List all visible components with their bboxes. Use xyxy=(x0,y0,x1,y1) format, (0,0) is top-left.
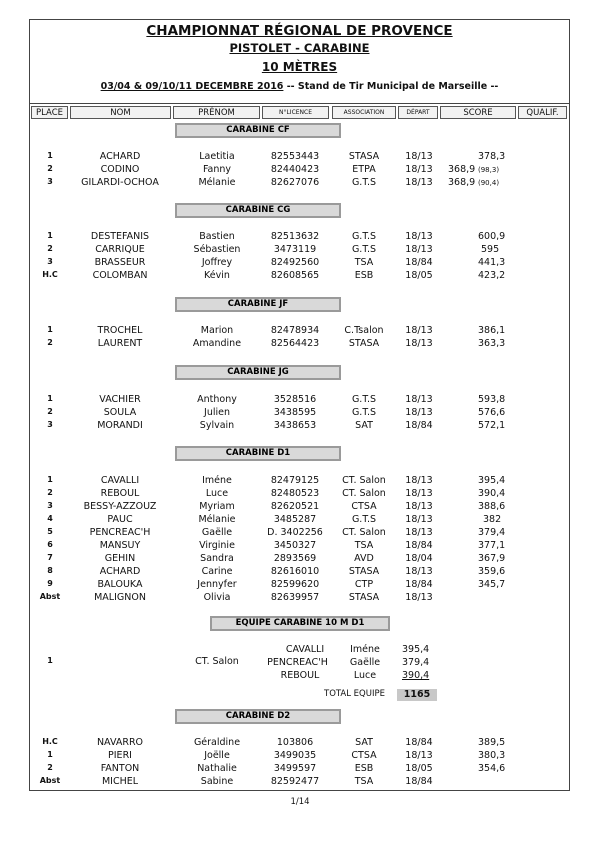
prenom-cell: Mélanie xyxy=(198,514,236,525)
licence-cell: 3438595 xyxy=(273,407,317,418)
place-cell: 1 xyxy=(47,750,53,759)
depart-cell: 18/84 xyxy=(405,257,433,268)
depart-cell: 18/84 xyxy=(405,420,433,431)
depart-cell: 18/13 xyxy=(405,177,433,188)
place-cell: 1 xyxy=(47,325,53,334)
score-cell: 378,3 xyxy=(478,151,506,162)
prenom-cell: Joëlle xyxy=(204,750,230,761)
nom-cell: CODINO xyxy=(100,164,140,175)
prenom-cell: Iméne xyxy=(202,475,232,486)
association-cell: CTSA xyxy=(351,750,377,761)
prenom-cell: Luce xyxy=(205,488,229,499)
team-total-label: TOTAL EQUIPE xyxy=(324,689,385,699)
association-cell: AVD xyxy=(354,553,374,564)
association-cell: STASA xyxy=(348,592,380,603)
score-cell: 423,2 xyxy=(478,270,506,281)
place-cell: Abst xyxy=(39,776,61,785)
nom-cell: PIERI xyxy=(108,750,132,761)
licence-cell: 82553443 xyxy=(270,151,320,162)
depart-cell: 18/13 xyxy=(405,338,433,349)
prenom-cell: Gaëlle xyxy=(201,527,233,538)
nom-cell: BESSY-AZZOUZ xyxy=(83,501,157,512)
place-cell: 8 xyxy=(47,566,53,575)
depart-cell: 18/13 xyxy=(405,164,433,175)
licence-cell: 3528516 xyxy=(273,394,317,405)
nom-cell: MALIGNON xyxy=(94,592,146,603)
team-member-nom: REBOUL xyxy=(280,670,320,681)
table-row xyxy=(30,514,569,526)
table-row xyxy=(30,776,569,788)
section-title: EQUIPE CARABINE 10 M D1 xyxy=(212,618,388,629)
col-place: PLACE xyxy=(31,106,68,119)
col-nom: NOM xyxy=(70,106,171,119)
score-cell: 363,3 xyxy=(478,338,506,349)
prenom-cell: Carine xyxy=(201,566,233,577)
place-cell: 2 xyxy=(47,407,53,416)
table-row xyxy=(30,488,569,500)
place-cell: 3 xyxy=(47,420,53,429)
prenom-cell: Joffrey xyxy=(201,257,233,268)
nom-cell: MANSUY xyxy=(99,540,141,551)
score-cell: 441,3 xyxy=(478,257,506,268)
depart-cell: 18/05 xyxy=(405,763,433,774)
score-cell: 386,1 xyxy=(478,325,506,336)
section-title: CARABINE CF xyxy=(177,125,339,136)
licence-cell: 3438653 xyxy=(273,420,317,431)
association-cell: TSA xyxy=(354,540,374,551)
table-row xyxy=(30,244,569,256)
team-total-value: 1165 xyxy=(397,689,437,701)
depart-cell: 18/13 xyxy=(405,750,433,761)
table-row xyxy=(30,177,569,189)
table-row xyxy=(30,579,569,591)
results-page xyxy=(29,19,570,791)
depart-cell: 18/05 xyxy=(405,270,433,281)
section-title: CARABINE JF xyxy=(177,299,339,310)
licence-cell: 82480523 xyxy=(270,488,320,499)
distance-label: 10 MÈTRES xyxy=(261,60,338,74)
depart-cell: 18/13 xyxy=(405,244,433,255)
licence-cell: 103806 xyxy=(276,737,314,748)
score-cell: 595 xyxy=(481,244,500,255)
page-number: 1/14 xyxy=(290,797,310,807)
nom-cell: VACHIER xyxy=(99,394,141,405)
prenom-cell: Julien xyxy=(204,407,230,418)
score-cell: 390,4 xyxy=(478,488,506,499)
place-cell: 9 xyxy=(47,579,53,588)
score-cell: 389,5 xyxy=(478,737,506,748)
score-cell xyxy=(478,164,499,175)
tiebreak-cell: (98,3) xyxy=(478,166,500,174)
prenom-cell: Anthony xyxy=(197,394,237,405)
score-cell: 380,3 xyxy=(478,750,506,761)
licence-cell: 82627076 xyxy=(270,177,320,188)
nom-cell: FANTON xyxy=(100,763,140,774)
place-cell: 1 xyxy=(47,151,53,160)
depart-cell: 18/13 xyxy=(405,394,433,405)
nom-cell: GILARDI-OCHOA xyxy=(81,177,159,188)
table-row xyxy=(30,763,569,775)
association-cell: CT. Salon xyxy=(342,527,386,538)
team-member-score: 379,4 xyxy=(402,657,430,668)
col-licence: N°LICENCE xyxy=(262,106,329,119)
licence-cell: 82440423 xyxy=(270,164,320,175)
col-prenom: PRÉNOM xyxy=(173,106,260,119)
place-cell: 3 xyxy=(47,177,53,186)
depart-cell: 18/13 xyxy=(405,488,433,499)
team-member-score: 390,4 xyxy=(402,670,430,681)
table-row xyxy=(30,394,569,406)
place-cell: H.C xyxy=(42,270,58,279)
licence-cell: 82608565 xyxy=(270,270,320,281)
score-cell: 576,6 xyxy=(478,407,506,418)
section-header-carabine-d1 xyxy=(175,446,341,461)
place-cell: H.C xyxy=(42,737,58,746)
nom-cell: COLOMBAN xyxy=(92,270,148,281)
depart-cell: 18/13 xyxy=(405,151,433,162)
association-cell: CT. Salon xyxy=(342,488,386,499)
nom-cell: ACHARD xyxy=(99,151,141,162)
prenom-cell: Jennyfer xyxy=(197,579,237,590)
association-cell: G.T.S xyxy=(351,407,377,418)
prenom-cell: Olivia xyxy=(203,592,231,603)
prenom-cell: Laetitia xyxy=(199,151,235,162)
col-score: SCORE xyxy=(440,106,516,119)
place-cell: 2 xyxy=(47,763,53,772)
place-cell: 3 xyxy=(47,501,53,510)
association-cell: G.T.S xyxy=(351,177,377,188)
place-cell: 5 xyxy=(47,527,53,536)
place-cell: 4 xyxy=(47,514,53,523)
table-row xyxy=(30,164,569,176)
team-club: CT. Salon xyxy=(195,656,239,667)
association-cell: STASA xyxy=(348,338,380,349)
nom-cell: ACHARD xyxy=(99,566,141,577)
depart-cell: 18/13 xyxy=(405,475,433,486)
score-cell: 354,6 xyxy=(478,763,506,774)
prenom-cell: Amandine xyxy=(192,338,242,349)
prenom-cell: Marion xyxy=(200,325,234,336)
score-cell: 572,1 xyxy=(478,420,506,431)
association-cell: SAT xyxy=(355,737,373,748)
section-title: CARABINE D2 xyxy=(177,711,339,722)
depart-cell: 18/13 xyxy=(405,231,433,242)
prenom-cell: Sylvain xyxy=(199,420,235,431)
place-cell: 2 xyxy=(47,488,53,497)
place-cell: 2 xyxy=(47,338,53,347)
depart-cell: 18/13 xyxy=(405,592,433,603)
association-cell: ETPA xyxy=(352,164,376,175)
score-cell: 377,1 xyxy=(478,540,506,551)
licence-cell: 2893569 xyxy=(273,553,317,564)
depart-cell: 18/04 xyxy=(405,553,433,564)
table-row xyxy=(30,270,569,282)
licence-cell: 82513632 xyxy=(270,231,320,242)
depart-cell: 18/84 xyxy=(405,737,433,748)
depart-cell: 18/13 xyxy=(405,407,433,418)
depart-cell: 18/13 xyxy=(405,514,433,525)
team-member-prenom: Luce xyxy=(353,670,377,681)
association-cell: CTP xyxy=(354,579,374,590)
header-divider xyxy=(30,103,569,104)
licence-cell: 3499035 xyxy=(273,750,317,761)
table-row xyxy=(30,325,569,337)
table-row xyxy=(30,257,569,269)
col-association: ASSOCIATION xyxy=(332,106,396,119)
depart-cell: 18/13 xyxy=(405,566,433,577)
prenom-cell: Virginie xyxy=(199,540,235,551)
team-member-prenom: Iméne xyxy=(350,644,380,655)
col-depart: DÉPART xyxy=(398,106,438,119)
depart-cell: 18/13 xyxy=(405,527,433,538)
score-cell: 368,9 xyxy=(448,177,476,188)
event-dates xyxy=(30,81,569,92)
prenom-cell: Kévin xyxy=(204,270,230,281)
place-cell: 1 xyxy=(47,394,53,403)
association-cell: STASA xyxy=(348,566,380,577)
association-cell: CTSA xyxy=(351,501,377,512)
page-title: CHAMPIONNAT RÉGIONAL DE PROVENCE xyxy=(146,23,453,39)
place-cell: 2 xyxy=(47,164,53,173)
nom-cell: LAURENT xyxy=(97,338,143,349)
table-row xyxy=(30,540,569,552)
score-cell: 367,9 xyxy=(478,553,506,564)
score-cell: 395,4 xyxy=(478,475,506,486)
place-cell: 7 xyxy=(47,553,53,562)
association-cell: G.T.S xyxy=(351,231,377,242)
association-cell: TSA xyxy=(354,257,374,268)
association-cell: C.Tsalon xyxy=(344,325,384,336)
table-row xyxy=(30,231,569,243)
team-member-nom: CAVALLI xyxy=(285,644,325,655)
venue-text: -- Stand de Tir Municipal de Marseille -- xyxy=(286,81,499,92)
place-cell: 3 xyxy=(47,257,53,266)
licence-cell: 82599620 xyxy=(270,579,320,590)
score-cell: 600,9 xyxy=(478,231,506,242)
licence-cell: 82592477 xyxy=(270,776,320,787)
score-cell xyxy=(478,177,499,188)
nom-cell: DESTEFANIS xyxy=(90,231,150,242)
section-header-carabine-cf xyxy=(175,123,341,138)
place-cell: 1 xyxy=(47,475,53,484)
table-row xyxy=(30,151,569,163)
section-header-carabine-jf xyxy=(175,297,341,312)
licence-cell: 3485287 xyxy=(273,514,317,525)
section-header-team xyxy=(210,616,390,631)
depart-cell: 18/84 xyxy=(405,540,433,551)
depart-cell: 18/13 xyxy=(405,325,433,336)
licence-cell: 3473119 xyxy=(273,244,317,255)
licence-cell: 82479125 xyxy=(270,475,320,486)
table-row xyxy=(30,737,569,749)
association-cell: ESB xyxy=(354,270,374,281)
section-title: CARABINE CG xyxy=(177,205,339,216)
tiebreak-cell: (90,4) xyxy=(478,179,500,187)
licence-cell: 82616010 xyxy=(270,566,320,577)
place-cell: Abst xyxy=(39,592,61,601)
nom-cell: BRASSEUR xyxy=(94,257,146,268)
nom-cell: REBOUL xyxy=(100,488,140,499)
col-qualif: QUALIF. xyxy=(518,106,567,119)
prenom-cell: Bastien xyxy=(199,231,235,242)
nom-cell: GEHIN xyxy=(104,553,136,564)
section-header-carabine-jg xyxy=(175,365,341,380)
prenom-cell: Nathalie xyxy=(197,763,237,774)
nom-cell: PENCREAC'H xyxy=(89,527,151,538)
association-cell: G.T.S xyxy=(351,244,377,255)
section-title: CARABINE JG xyxy=(177,367,339,378)
team-place: 1 xyxy=(47,656,53,665)
score-cell: 388,6 xyxy=(478,501,506,512)
page-subtitle: PISTOLET - CARABINE xyxy=(229,41,370,55)
table-row xyxy=(30,566,569,578)
table-row xyxy=(30,527,569,539)
association-cell: CT. Salon xyxy=(342,475,386,486)
nom-cell: TROCHEL xyxy=(97,325,143,336)
table-row xyxy=(30,750,569,762)
association-cell: STASA xyxy=(348,151,380,162)
depart-cell: 18/84 xyxy=(405,579,433,590)
table-row xyxy=(30,592,569,604)
nom-cell: MICHEL xyxy=(101,776,139,787)
prenom-cell: Sébastien xyxy=(193,244,241,255)
licence-cell: 82492560 xyxy=(270,257,320,268)
nom-cell: CAVALLI xyxy=(100,475,140,486)
place-cell: 2 xyxy=(47,244,53,253)
nom-cell: BALOUKA xyxy=(97,579,143,590)
prenom-cell: Mélanie xyxy=(198,177,236,188)
table-row xyxy=(30,407,569,419)
score-cell: 359,6 xyxy=(478,566,506,577)
nom-cell: NAVARRO xyxy=(96,737,144,748)
prenom-cell: Fanny xyxy=(202,164,232,175)
prenom-cell: Géraldine xyxy=(193,737,241,748)
association-cell: G.T.S xyxy=(351,514,377,525)
section-header-carabine-d2 xyxy=(175,709,341,724)
score-cell: 379,4 xyxy=(478,527,506,538)
licence-cell: 3499597 xyxy=(273,763,317,774)
association-cell: G.T.S xyxy=(351,394,377,405)
section-title: CARABINE D1 xyxy=(177,448,339,459)
score-cell: 593,8 xyxy=(478,394,506,405)
team-member-nom: PENCREAC'H xyxy=(267,657,328,668)
score-cell: 368,9 xyxy=(448,164,476,175)
team-member-prenom: Gaëlle xyxy=(349,657,381,668)
dates-text: 03/04 & 09/10/11 DECEMBRE 2016 xyxy=(100,81,284,92)
licence-cell: 3450327 xyxy=(273,540,317,551)
association-cell: TSA xyxy=(354,776,374,787)
place-cell: 1 xyxy=(47,231,53,240)
nom-cell: SOULA xyxy=(103,407,137,418)
table-row xyxy=(30,501,569,513)
licence-cell: 82639957 xyxy=(270,592,320,603)
nom-cell: MORANDI xyxy=(97,420,143,431)
licence-cell: 82564423 xyxy=(270,338,320,349)
table-row xyxy=(30,553,569,565)
table-row xyxy=(30,475,569,487)
nom-cell: PAUC xyxy=(107,514,133,525)
place-cell: 6 xyxy=(47,540,53,549)
section-header-carabine-cg xyxy=(175,203,341,218)
prenom-cell: Sabine xyxy=(200,776,234,787)
depart-cell: 18/13 xyxy=(405,501,433,512)
prenom-cell: Myriam xyxy=(199,501,235,512)
table-row xyxy=(30,420,569,432)
licence-cell: 82478934 xyxy=(270,325,320,336)
licence-cell: D. 3402256 xyxy=(267,527,323,538)
prenom-cell: Sandra xyxy=(200,553,234,564)
depart-cell: 18/84 xyxy=(405,776,433,787)
association-cell: SAT xyxy=(355,420,373,431)
score-cell: 382 xyxy=(483,514,502,525)
table-row xyxy=(30,338,569,350)
nom-cell: CARRIQUE xyxy=(95,244,145,255)
team-member-score: 395,4 xyxy=(402,644,430,655)
licence-cell: 82620521 xyxy=(270,501,320,512)
association-cell: ESB xyxy=(354,763,374,774)
score-cell: 345,7 xyxy=(478,579,506,590)
